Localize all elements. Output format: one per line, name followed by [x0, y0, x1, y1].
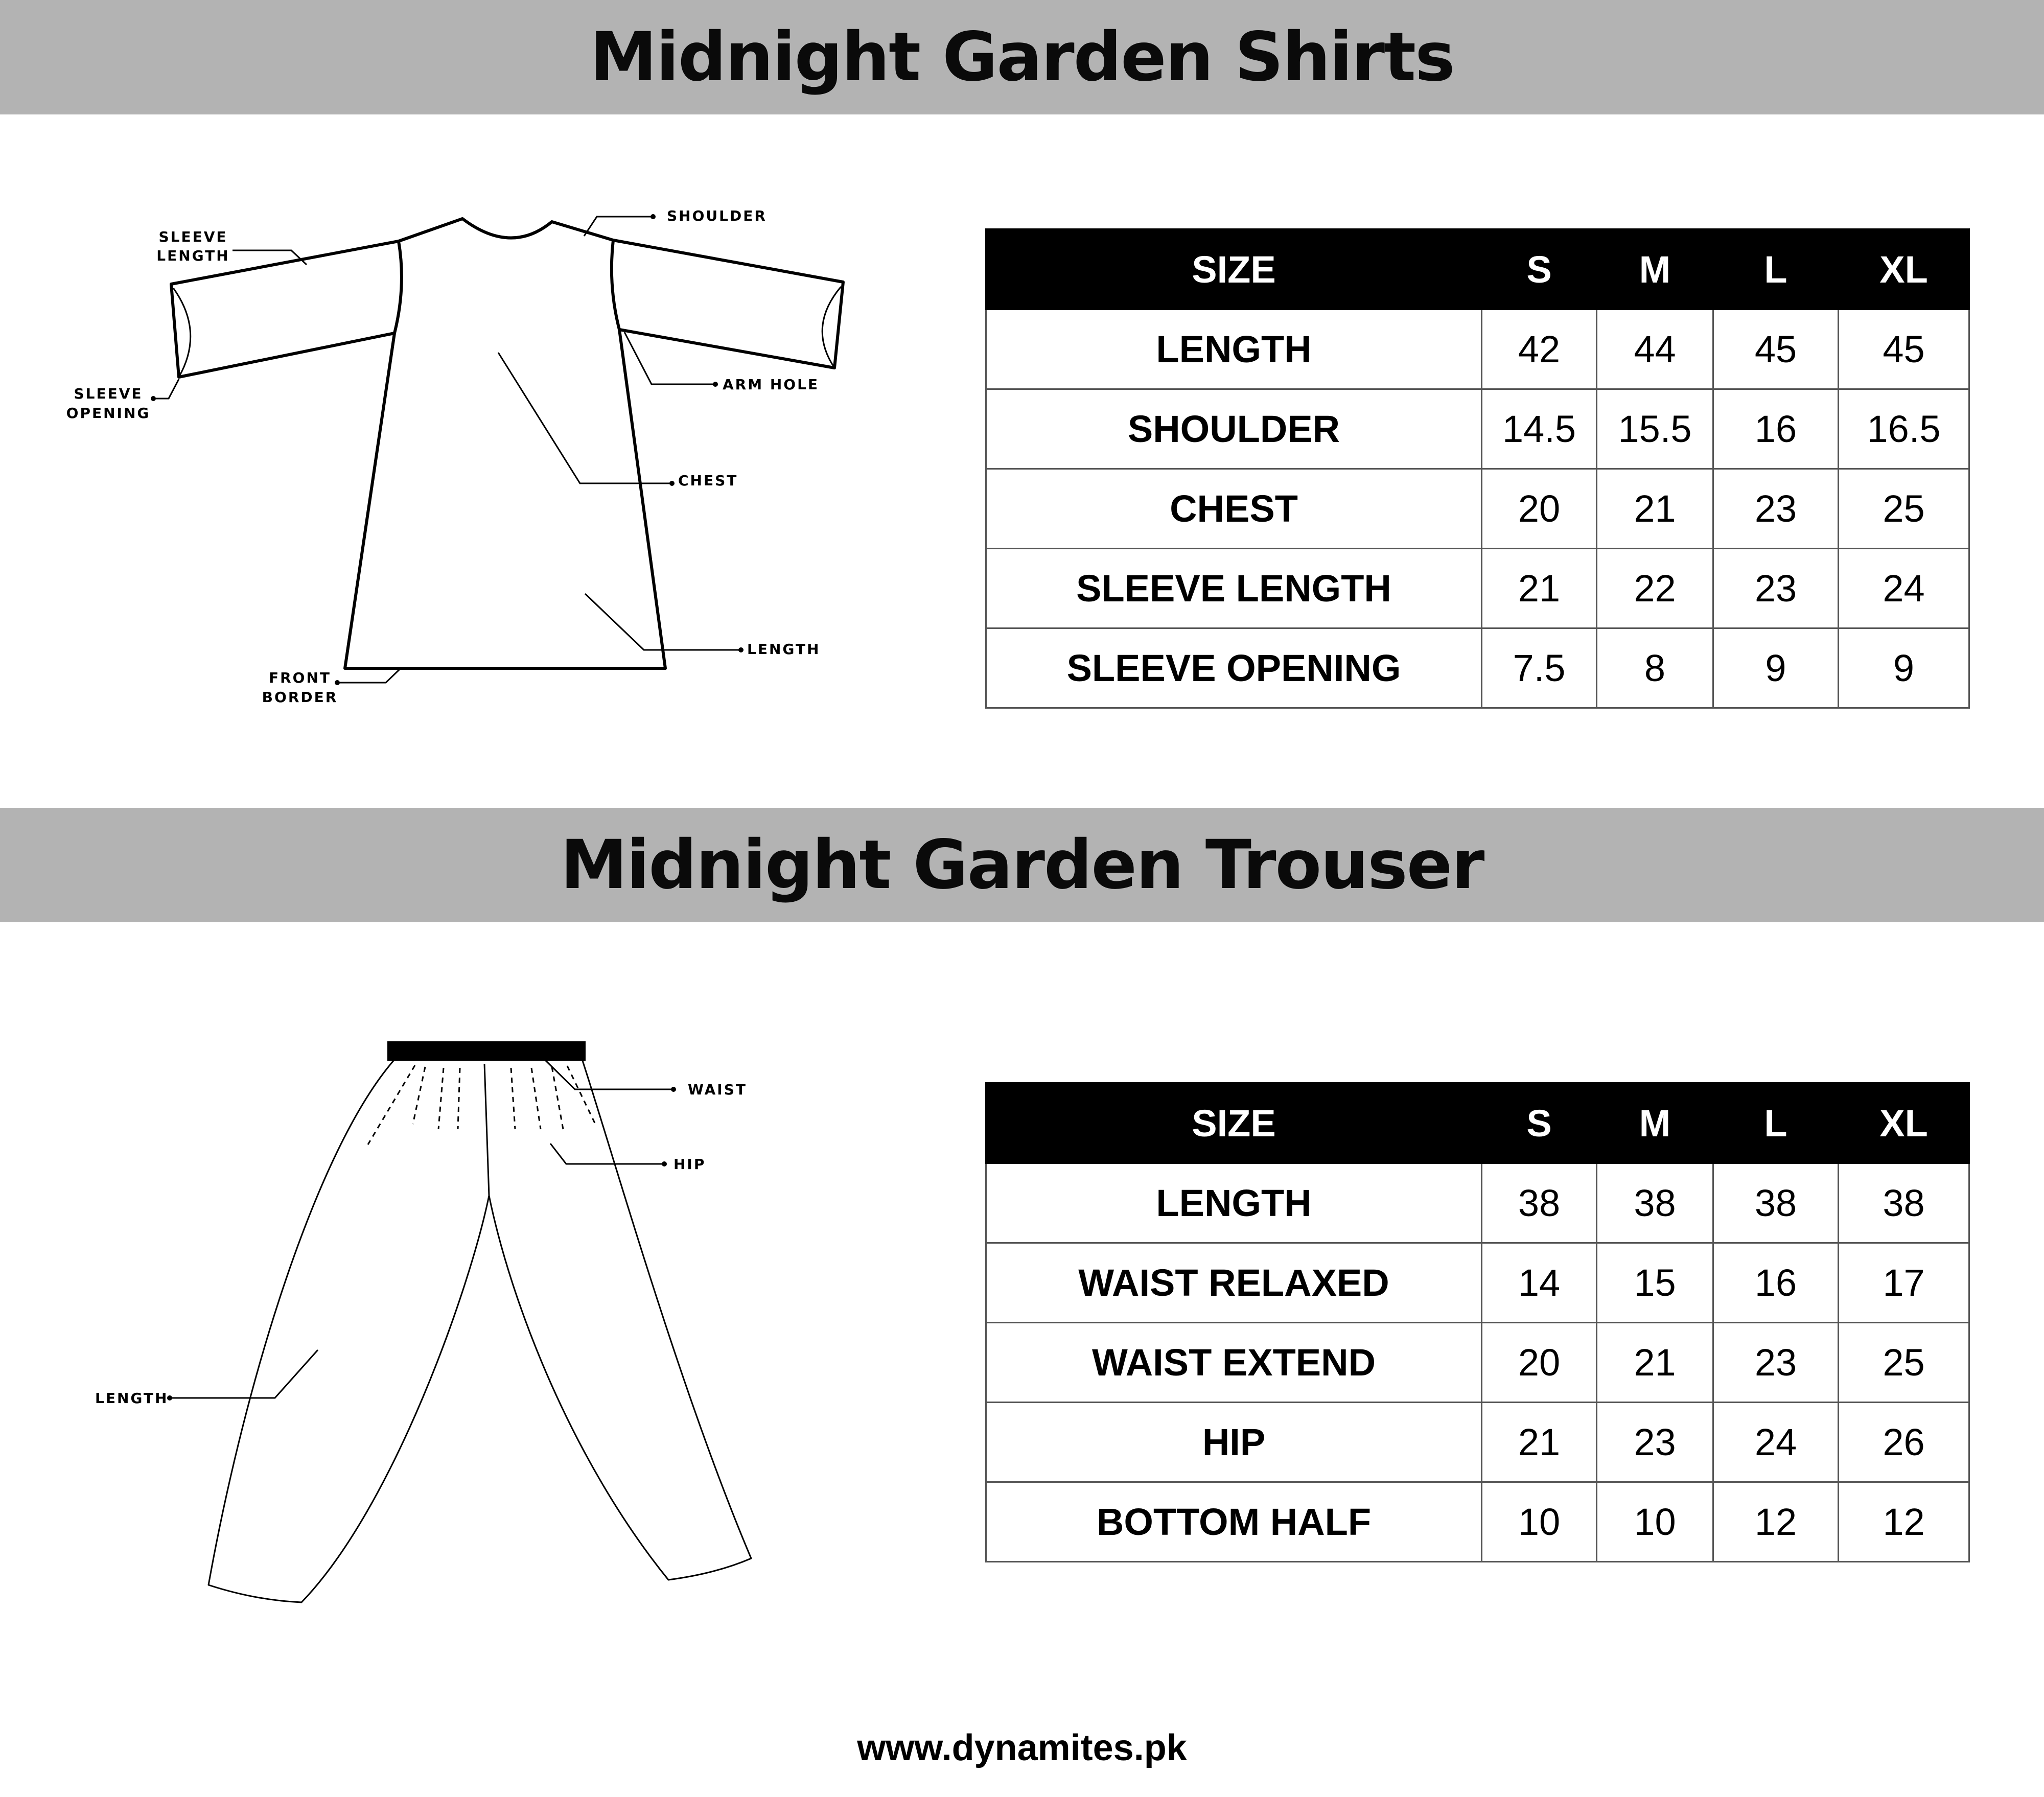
table-row: [986, 389, 1969, 469]
callout-arm-hole: ARM HOLE: [723, 376, 820, 393]
cell-value: 21: [1597, 1323, 1713, 1403]
cell-value: 17: [1839, 1243, 1969, 1323]
row-label: HIP: [986, 1403, 1482, 1482]
table-row: [986, 549, 1969, 628]
cell-value: 38: [1597, 1163, 1713, 1243]
cell-value: 45: [1839, 310, 1969, 389]
cell-value: 44: [1597, 310, 1713, 389]
cell-value: 20: [1482, 469, 1597, 549]
cell-value: 14.5: [1482, 389, 1597, 469]
header-l: L: [1713, 1083, 1839, 1163]
cell-value: 21: [1482, 1403, 1597, 1482]
cell-value: 8: [1597, 628, 1713, 708]
cell-value: 23: [1713, 469, 1839, 549]
header-xl: XL: [1839, 229, 1969, 310]
row-label: WAIST EXTEND: [986, 1323, 1482, 1403]
header-s: S: [1482, 229, 1597, 310]
cell-value: 24: [1839, 549, 1969, 628]
cell-value: 22: [1597, 549, 1713, 628]
cell-value: 7.5: [1482, 628, 1597, 708]
trouser-size-table: [985, 1082, 1970, 1562]
cell-value: 21: [1482, 549, 1597, 628]
trouser-outline: [208, 1061, 751, 1602]
cell-value: 38: [1839, 1163, 1969, 1243]
cell-value: 38: [1482, 1163, 1597, 1243]
cell-value: 14: [1482, 1243, 1597, 1323]
cell-value: 16.5: [1839, 389, 1969, 469]
cell-value: 23: [1713, 549, 1839, 628]
table-row: [986, 628, 1969, 708]
row-label: SHOULDER: [986, 389, 1482, 469]
row-label: SLEEVE OPENING: [986, 628, 1482, 708]
cell-value: 25: [1839, 469, 1969, 549]
cell-value: 12: [1839, 1482, 1969, 1562]
cell-value: 9: [1839, 628, 1969, 708]
cell-value: 24: [1713, 1403, 1839, 1482]
cell-value: 12: [1713, 1482, 1839, 1562]
callout-waist: WAIST: [688, 1081, 747, 1098]
cell-value: 26: [1839, 1403, 1969, 1482]
cell-value: 23: [1597, 1403, 1713, 1482]
cell-value: 38: [1713, 1163, 1839, 1243]
table-header-row: [986, 1083, 1969, 1163]
callout-hip: HIP: [673, 1156, 706, 1173]
callout-chest: CHEST: [678, 472, 738, 489]
shirts-size-table: [985, 228, 1970, 709]
table-row: [986, 310, 1969, 389]
callout-sleeve-length-line2: LENGTH: [156, 247, 230, 264]
shirt-armhole-right: [612, 240, 619, 330]
shirt-diagram: [0, 0, 920, 766]
cell-value: 23: [1713, 1323, 1839, 1403]
header-size: SIZE: [986, 1083, 1482, 1163]
trouser-title: Midnight Garden Trouser: [560, 826, 1484, 904]
table-row: [986, 1403, 1969, 1482]
callout-sleeve-length-line1: SLEEVE: [158, 228, 228, 245]
row-label: LENGTH: [986, 310, 1482, 389]
cell-value: 20: [1482, 1323, 1597, 1403]
cell-value: 10: [1597, 1482, 1713, 1562]
callout-length: LENGTH: [747, 641, 821, 658]
table-row: [986, 1323, 1969, 1403]
cell-value: 21: [1597, 469, 1713, 549]
cell-value: 16: [1713, 389, 1839, 469]
row-label: LENGTH: [986, 1163, 1482, 1243]
row-label: BOTTOM HALF: [986, 1482, 1482, 1562]
table-row: [986, 469, 1969, 549]
row-label: WAIST RELAXED: [986, 1243, 1482, 1323]
footer-website-url[interactable]: www.dynamites.pk: [857, 1728, 1187, 1768]
cell-value: 15: [1597, 1243, 1713, 1323]
trouser-center-seam: [484, 1064, 489, 1196]
shirts-title: Midnight Garden Shirts: [590, 18, 1454, 97]
callout-sleeve-opening-line2: OPENING: [66, 405, 151, 422]
shirt-armhole-left: [394, 241, 402, 333]
table-row: [986, 1163, 1969, 1243]
trouser-diagram: [0, 971, 920, 1635]
callout-front-border-line1: FRONT: [268, 669, 332, 686]
table-header-row: [986, 229, 1969, 310]
callout-front-border-line2: BORDER: [262, 689, 338, 706]
table-row: [986, 1482, 1969, 1562]
cell-value: 25: [1839, 1323, 1969, 1403]
callout-shoulder: SHOULDER: [667, 207, 767, 224]
header-l: L: [1713, 229, 1839, 310]
cell-value: 10: [1482, 1482, 1597, 1562]
callout-trouser-length: LENGTH: [95, 1390, 169, 1407]
header-xl: XL: [1839, 1083, 1969, 1163]
row-label: CHEST: [986, 469, 1482, 549]
trouser-banner: [0, 808, 2044, 922]
cell-value: 9: [1713, 628, 1839, 708]
callout-sleeve-opening-line1: SLEEVE: [74, 385, 143, 402]
table-row: [986, 1243, 1969, 1323]
cell-value: 15.5: [1597, 389, 1713, 469]
cell-value: 16: [1713, 1243, 1839, 1323]
cell-value: 42: [1482, 310, 1597, 389]
cell-value: 45: [1713, 310, 1839, 389]
header-m: M: [1597, 1083, 1713, 1163]
trouser-waistband: [387, 1041, 586, 1061]
shirt-outline: [171, 219, 843, 668]
row-label: SLEEVE LENGTH: [986, 549, 1482, 628]
header-size: SIZE: [986, 229, 1482, 310]
header-m: M: [1597, 229, 1713, 310]
header-s: S: [1482, 1083, 1597, 1163]
